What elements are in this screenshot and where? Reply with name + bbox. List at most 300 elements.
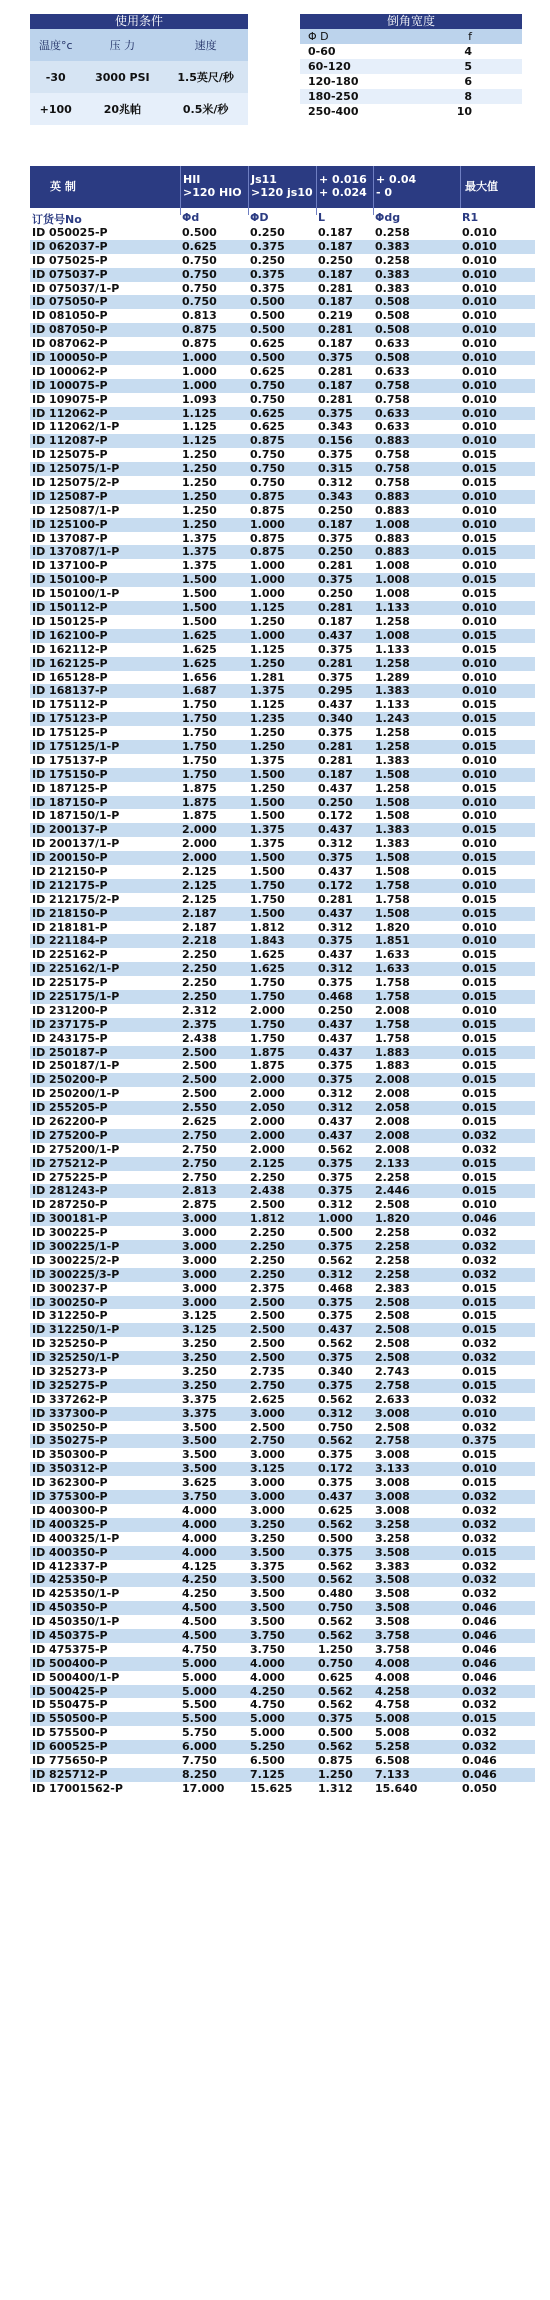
dg-cell: 1.133: [375, 601, 410, 615]
r1-cell: 0.015: [462, 628, 497, 642]
order-no-cell: ID 225175/1-P: [32, 989, 120, 1003]
D-cell: 1.500: [250, 795, 285, 809]
d-cell: 2.875: [182, 1198, 217, 1212]
table-row: [30, 768, 535, 782]
conditions-header-cell: 温度°c: [30, 29, 81, 61]
r1-cell: 0.046: [462, 1753, 497, 1767]
L-cell: 0.281: [318, 892, 353, 906]
dg-cell: 0.258: [375, 226, 410, 239]
conditions-cell: 0.5米/秒: [163, 93, 248, 125]
r1-cell: 0.010: [462, 601, 497, 615]
dg-cell: 2.008: [375, 1142, 410, 1156]
order-no-cell: ID 281243-P: [32, 1184, 108, 1198]
d-cell: 2.750: [182, 1142, 217, 1156]
L-cell: 0.562: [318, 1392, 353, 1406]
order-no-cell: ID 125075/2-P: [32, 476, 120, 490]
dg-cell: 2.008: [375, 1073, 410, 1087]
dg-cell: 1.508: [375, 795, 410, 809]
D-cell: 1.375: [250, 823, 285, 837]
r1-cell: 0.010: [462, 239, 497, 253]
L-cell: 0.312: [318, 962, 353, 976]
D-cell: 3.000: [250, 1490, 285, 1504]
table-row: [30, 476, 535, 490]
r1-cell: 0.032: [462, 1490, 497, 1504]
dg-cell: 3.508: [375, 1573, 410, 1587]
D-cell: 2.750: [250, 1434, 285, 1448]
table-row: [30, 254, 535, 268]
L-cell: 0.375: [318, 976, 353, 990]
table-row: [30, 351, 535, 365]
order-no-cell: ID 337300-P: [32, 1406, 108, 1420]
dg-cell: 1.243: [375, 712, 410, 726]
r1-cell: 0.015: [462, 587, 497, 601]
L-cell: 0.437: [318, 1045, 353, 1059]
d-cell: 2.000: [182, 851, 217, 865]
D-cell: 1.750: [250, 1017, 285, 1031]
L-cell: 0.375: [318, 934, 353, 948]
table-row: [30, 1573, 535, 1587]
d-cell: 2.250: [182, 976, 217, 990]
table-row: [30, 684, 535, 698]
dg-cell: 1.258: [375, 614, 410, 628]
D-cell: 2.000: [250, 1087, 285, 1101]
order-no-cell: ID 175123-P: [32, 712, 108, 726]
dg-cell: 0.883: [375, 503, 410, 517]
d-cell: 0.750: [182, 253, 217, 267]
table-row: [30, 1490, 535, 1504]
L-cell: 0.375: [318, 1448, 353, 1462]
D-cell: 1.250: [250, 739, 285, 753]
order-no-cell: ID 450350/1-P: [32, 1615, 120, 1629]
header-max: [460, 166, 536, 208]
order-no-cell: ID 225162/1-P: [32, 962, 120, 976]
d-cell: 3.375: [182, 1406, 217, 1420]
d-cell: 1.125: [182, 406, 217, 420]
L-cell: 1.250: [318, 1642, 353, 1656]
table-row: [30, 1629, 535, 1643]
d-cell: 1.875: [182, 781, 217, 795]
dg-cell: 0.508: [375, 351, 410, 365]
header-L-tol: [316, 166, 376, 215]
d-cell: 1.000: [182, 378, 217, 392]
d-cell: 4.250: [182, 1587, 217, 1601]
D-cell: 4.750: [250, 1698, 285, 1712]
order-no-cell: ID 375300-P: [32, 1490, 108, 1504]
r1-cell: 0.015: [462, 476, 497, 490]
d-cell: 2.187: [182, 920, 217, 934]
order-no-cell: ID 187150-P: [32, 795, 108, 809]
dg-cell: 3.258: [375, 1531, 410, 1545]
order-no-cell: ID 225162-P: [32, 948, 108, 962]
r1-cell: 0.032: [462, 1517, 497, 1531]
dg-cell: 6.508: [375, 1753, 410, 1767]
chamfer-f-cell: 5: [406, 59, 522, 74]
D-cell: 1.500: [250, 767, 285, 781]
dg-cell: 1.883: [375, 1045, 410, 1059]
header-imperial-label: 英 制: [50, 180, 76, 193]
subheader-r1: R1: [462, 211, 479, 224]
table-row: [30, 323, 535, 337]
order-no-cell: ID 275200/1-P: [32, 1142, 120, 1156]
table-row: [30, 1560, 535, 1574]
order-no-cell: ID 200150-P: [32, 851, 108, 865]
d-cell: 2.500: [182, 1087, 217, 1101]
d-cell: 1.125: [182, 434, 217, 448]
r1-cell: 0.046: [462, 1656, 497, 1670]
dg-cell: 2.633: [375, 1392, 410, 1406]
order-no-cell: ID 400325-P: [32, 1517, 108, 1531]
order-no-cell: ID 100062-P: [32, 364, 108, 378]
table-row: [30, 879, 535, 893]
r1-cell: 0.010: [462, 837, 497, 851]
L-cell: 0.312: [318, 1087, 353, 1101]
dg-cell: 2.258: [375, 1226, 410, 1240]
L-cell: 0.156: [318, 434, 353, 448]
D-cell: 1.750: [250, 1031, 285, 1045]
r1-cell: 0.010: [462, 1198, 497, 1212]
L-cell: 0.437: [318, 864, 353, 878]
dg-cell: 1.258: [375, 781, 410, 795]
order-no-cell: ID 100075-P: [32, 378, 108, 392]
d-cell: 2.125: [182, 878, 217, 892]
d-cell: 6.000: [182, 1740, 217, 1754]
d-cell: 3.000: [182, 1267, 217, 1281]
order-no-cell: ID 600525-P: [32, 1740, 108, 1754]
r1-cell: 0.015: [462, 1448, 497, 1462]
d-cell: 5.000: [182, 1656, 217, 1670]
D-cell: 0.750: [250, 378, 285, 392]
d-cell: 3.000: [182, 1253, 217, 1267]
order-no-cell: ID 550475-P: [32, 1698, 108, 1712]
d-cell: 3.000: [182, 1226, 217, 1240]
r1-cell: 0.010: [462, 434, 497, 448]
dg-cell: 0.633: [375, 364, 410, 378]
D-cell: 1.375: [250, 684, 285, 698]
L-cell: 0.375: [318, 1351, 353, 1365]
dg-cell: 1.508: [375, 851, 410, 865]
r1-cell: 0.015: [462, 642, 497, 656]
r1-cell: 0.032: [462, 1253, 497, 1267]
L-cell: 0.562: [318, 1517, 353, 1531]
table-row: [30, 1171, 535, 1185]
L-cell: 0.312: [318, 1198, 353, 1212]
table-row: [30, 1337, 535, 1351]
d-cell: 3.125: [182, 1323, 217, 1337]
dg-cell: 2.258: [375, 1240, 410, 1254]
d-cell: 4.500: [182, 1628, 217, 1642]
r1-cell: 0.010: [462, 378, 497, 392]
dg-cell: 7.133: [375, 1767, 410, 1781]
d-cell: 2.125: [182, 864, 217, 878]
r1-cell: 0.015: [462, 1170, 497, 1184]
r1-cell: 0.010: [462, 364, 497, 378]
r1-cell: 0.010: [462, 1462, 497, 1476]
table-row: [30, 379, 535, 393]
d-cell: 3.000: [182, 1281, 217, 1295]
r1-cell: 0.032: [462, 1531, 497, 1545]
order-no-cell: ID 325275-P: [32, 1378, 108, 1392]
dg-cell: 2.383: [375, 1281, 410, 1295]
order-no-cell: ID 325273-P: [32, 1365, 108, 1379]
dg-cell: 0.883: [375, 531, 410, 545]
table-row: [30, 434, 535, 448]
table-row: [30, 921, 535, 935]
r1-cell: 0.046: [462, 1212, 497, 1226]
dg-cell: 0.883: [375, 545, 410, 559]
dg-cell: 1.133: [375, 698, 410, 712]
L-cell: 0.562: [318, 1684, 353, 1698]
order-no-cell: ID 250200-P: [32, 1073, 108, 1087]
table-row: [30, 587, 535, 601]
order-no-cell: ID 350275-P: [32, 1434, 108, 1448]
conditions-cell: -30: [30, 61, 81, 93]
table-row: [30, 448, 535, 462]
order-no-cell: ID 162112-P: [32, 642, 108, 656]
L-cell: 0.562: [318, 1698, 353, 1712]
L-cell: 0.315: [318, 462, 353, 476]
L-cell: 0.562: [318, 1573, 353, 1587]
d-cell: 5.500: [182, 1698, 217, 1712]
table-row: [30, 226, 535, 240]
L-cell: 0.625: [318, 1670, 353, 1684]
D-cell: 2.250: [250, 1253, 285, 1267]
order-no-cell: ID 425350/1-P: [32, 1587, 120, 1601]
dg-cell: 4.008: [375, 1670, 410, 1684]
D-cell: 0.625: [250, 337, 285, 351]
header-h11-line1: HII: [183, 173, 201, 186]
order-no-cell: ID 325250/1-P: [32, 1351, 120, 1365]
L-cell: 0.281: [318, 656, 353, 670]
r1-cell: 0.015: [462, 851, 497, 865]
order-no-cell: ID 175125-P: [32, 726, 108, 740]
dg-cell: 1.820: [375, 920, 410, 934]
order-no-cell: ID 287250-P: [32, 1198, 108, 1212]
L-cell: 0.437: [318, 1490, 353, 1504]
r1-cell: 0.010: [462, 323, 497, 337]
D-cell: 1.235: [250, 712, 285, 726]
order-no-cell: ID 231200-P: [32, 1003, 108, 1017]
d-cell: 3.125: [182, 1309, 217, 1323]
L-cell: 0.750: [318, 1601, 353, 1615]
table-row: [30, 1115, 535, 1129]
dg-cell: 3.758: [375, 1628, 410, 1642]
dg-cell: 0.383: [375, 239, 410, 253]
chamfer-f-cell: 6: [406, 74, 522, 89]
D-cell: 0.625: [250, 364, 285, 378]
table-row: [30, 1657, 535, 1671]
L-cell: 0.312: [318, 1101, 353, 1115]
header-max-label: 最大值: [465, 180, 498, 193]
dg-cell: 3.008: [375, 1503, 410, 1517]
r1-cell: 0.010: [462, 753, 497, 767]
d-cell: 1.656: [182, 670, 217, 684]
order-no-cell: ID 312250/1-P: [32, 1323, 120, 1337]
dg-cell: 1.258: [375, 726, 410, 740]
r1-cell: 0.015: [462, 823, 497, 837]
D-cell: 1.875: [250, 1045, 285, 1059]
d-cell: 5.000: [182, 1684, 217, 1698]
order-no-cell: ID 775650-P: [32, 1753, 108, 1767]
d-cell: 2.312: [182, 1003, 217, 1017]
table-row: [30, 1462, 535, 1476]
table-row: [30, 1323, 535, 1337]
r1-cell: 0.015: [462, 712, 497, 726]
order-no-cell: ID 500425-P: [32, 1684, 108, 1698]
table-row: [30, 1532, 535, 1546]
L-cell: 0.187: [318, 337, 353, 351]
dg-cell: 1.008: [375, 573, 410, 587]
r1-cell: 0.032: [462, 1740, 497, 1754]
dg-cell: 3.508: [375, 1615, 410, 1629]
r1-cell: 0.010: [462, 281, 497, 295]
L-cell: 0.875: [318, 1753, 353, 1767]
conditions-cell: 1.5英尺/秒: [163, 61, 248, 93]
header-js11-line1: Js11: [251, 173, 277, 186]
r1-cell: 0.010: [462, 337, 497, 351]
L-cell: 0.437: [318, 1031, 353, 1045]
D-cell: 3.500: [250, 1545, 285, 1559]
d-cell: 1.687: [182, 684, 217, 698]
D-cell: 3.500: [250, 1601, 285, 1615]
r1-cell: 0.032: [462, 1128, 497, 1142]
D-cell: 2.250: [250, 1170, 285, 1184]
L-cell: 0.375: [318, 1059, 353, 1073]
table-row: [30, 337, 535, 351]
order-no-cell: ID 212175/2-P: [32, 892, 120, 906]
subheader-dg: Φdg: [375, 211, 401, 224]
d-cell: 1.250: [182, 517, 217, 531]
dg-cell: 2.508: [375, 1337, 410, 1351]
D-cell: 3.375: [250, 1559, 285, 1573]
order-no-cell: ID 175137-P: [32, 753, 108, 767]
table-row: [30, 865, 535, 879]
r1-cell: 0.015: [462, 698, 497, 712]
L-cell: 0.562: [318, 1253, 353, 1267]
d-cell: 1.875: [182, 795, 217, 809]
d-cell: 0.500: [182, 226, 217, 239]
table-row: [30, 1754, 535, 1768]
table-row: [30, 295, 535, 309]
d-cell: 1.375: [182, 531, 217, 545]
D-cell: 2.000: [250, 1073, 285, 1087]
L-cell: 0.375: [318, 642, 353, 656]
L-cell: 0.187: [318, 267, 353, 281]
order-no-cell: ID 168137-P: [32, 684, 108, 698]
order-no-cell: ID 575500-P: [32, 1726, 108, 1740]
r1-cell: 0.010: [462, 406, 497, 420]
table-row: [30, 1046, 535, 1060]
order-no-cell: ID 300250-P: [32, 1295, 108, 1309]
chamfer-header-cell: f: [406, 29, 522, 44]
L-cell: 0.295: [318, 684, 353, 698]
order-no-cell: ID 150112-P: [32, 601, 108, 615]
D-cell: 0.875: [250, 503, 285, 517]
subheader-D: ΦD: [250, 211, 269, 224]
d-cell: 1.750: [182, 753, 217, 767]
L-cell: 0.281: [318, 601, 353, 615]
table-row: [30, 1448, 535, 1462]
table-row: [30, 1212, 535, 1226]
r1-cell: 0.375: [462, 1434, 497, 1448]
order-no-cell: ID 075037/1-P: [32, 281, 120, 295]
dg-cell: 2.258: [375, 1253, 410, 1267]
d-cell: 3.250: [182, 1378, 217, 1392]
dg-cell: 3.008: [375, 1448, 410, 1462]
dg-cell: 1.820: [375, 1212, 410, 1226]
table-row: [30, 1059, 535, 1073]
r1-cell: 0.046: [462, 1767, 497, 1781]
d-cell: 0.875: [182, 323, 217, 337]
conditions-title: 使用条件: [30, 14, 248, 29]
r1-cell: 0.015: [462, 892, 497, 906]
L-cell: 0.437: [318, 781, 353, 795]
D-cell: 1.375: [250, 753, 285, 767]
L-cell: 0.562: [318, 1615, 353, 1629]
table-row: [30, 282, 535, 296]
d-cell: 1.500: [182, 601, 217, 615]
L-cell: 0.625: [318, 1503, 353, 1517]
order-no-cell: ID 400325/1-P: [32, 1531, 120, 1545]
order-no-cell: ID 350250-P: [32, 1420, 108, 1434]
D-cell: 0.875: [250, 531, 285, 545]
chamfer-f-cell: 10: [406, 104, 522, 119]
L-cell: 0.187: [318, 517, 353, 531]
r1-cell: 0.015: [462, 726, 497, 740]
D-cell: 1.125: [250, 698, 285, 712]
order-no-cell: ID 218150-P: [32, 906, 108, 920]
d-cell: 2.625: [182, 1115, 217, 1128]
table-row: [30, 837, 535, 851]
D-cell: 1.625: [250, 948, 285, 962]
order-no-cell: ID 300181-P: [32, 1212, 108, 1226]
table-row: [30, 823, 535, 837]
table-row: [30, 1129, 535, 1143]
dg-cell: 5.008: [375, 1712, 410, 1726]
L-cell: 0.437: [318, 948, 353, 962]
r1-cell: 0.046: [462, 1601, 497, 1615]
table-row: [30, 657, 535, 671]
order-no-cell: ID 075050-P: [32, 295, 108, 309]
r1-cell: 0.015: [462, 462, 497, 476]
L-cell: 0.562: [318, 1142, 353, 1156]
dg-cell: 1.758: [375, 976, 410, 990]
table-row: [30, 1268, 535, 1282]
L-cell: 0.375: [318, 448, 353, 462]
L-cell: 1.000: [318, 1212, 353, 1226]
L-cell: 0.375: [318, 1073, 353, 1087]
table-row: [30, 518, 535, 532]
chamfer-f-cell: 4: [406, 44, 522, 59]
r1-cell: 0.015: [462, 1309, 497, 1323]
dg-cell: 0.383: [375, 267, 410, 281]
L-cell: 0.375: [318, 851, 353, 865]
r1-cell: 0.015: [462, 1073, 497, 1087]
L-cell: 0.375: [318, 670, 353, 684]
header-h11: [180, 166, 251, 215]
L-cell: 0.437: [318, 1017, 353, 1031]
r1-cell: 0.046: [462, 1670, 497, 1684]
r1-cell: 0.010: [462, 670, 497, 684]
D-cell: 2.750: [250, 1378, 285, 1392]
dg-cell: 4.258: [375, 1684, 410, 1698]
D-cell: 3.125: [250, 1462, 285, 1476]
D-cell: 1.812: [250, 920, 285, 934]
header-dg-tol-line1: + 0.04: [376, 173, 417, 186]
d-cell: 2.750: [182, 1128, 217, 1142]
dg-cell: 4.008: [375, 1656, 410, 1670]
D-cell: 0.375: [250, 281, 285, 295]
r1-cell: 0.015: [462, 1045, 497, 1059]
